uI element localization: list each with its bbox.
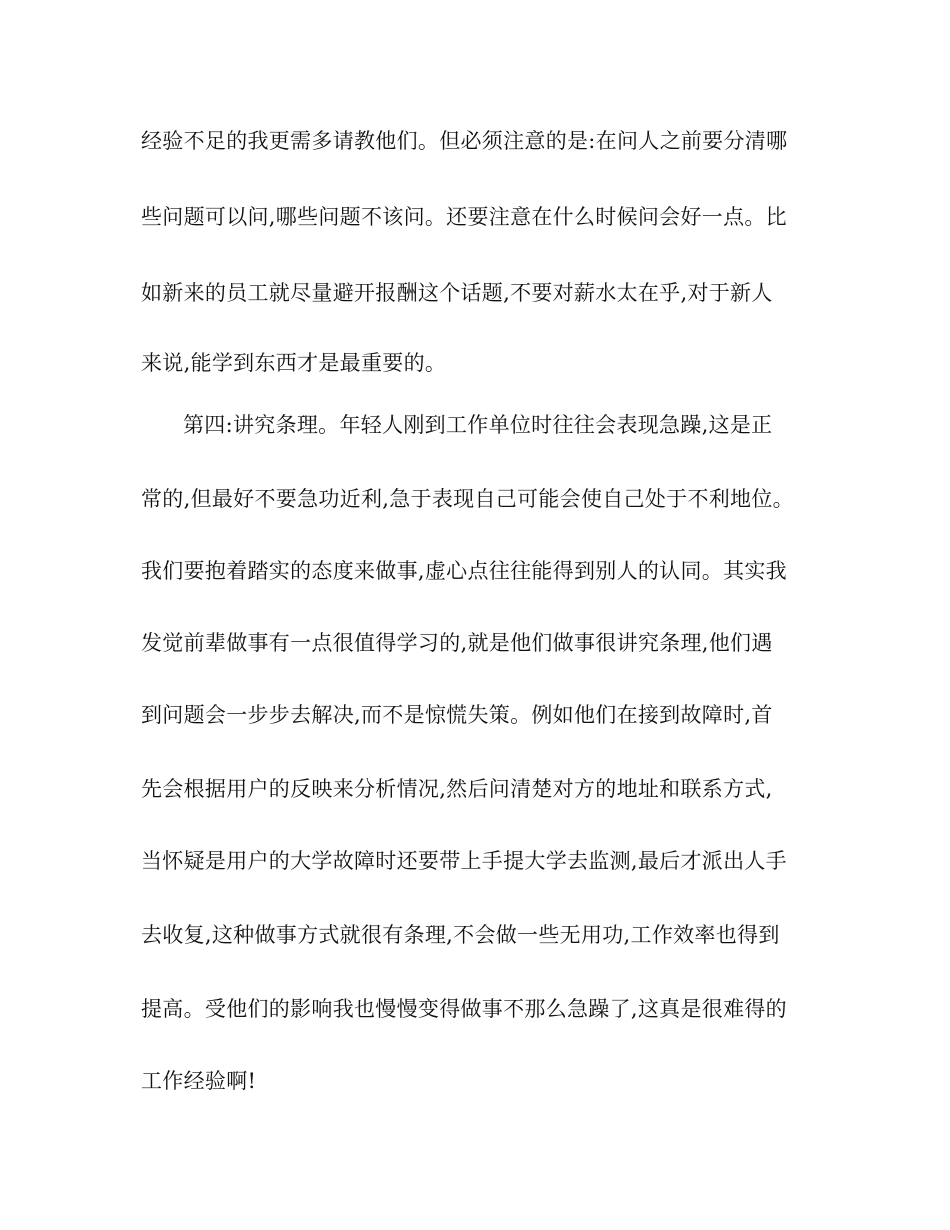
text-line: 提高。受他们的影响我也慢慢变得做事不那么急躁了,这真是很难得的: [141, 997, 787, 1021]
text-line: 先会根据用户的反映来分析情况,然后问清楚对方的地址和联系方式,: [141, 777, 773, 801]
text-line: 当怀疑是用户的大学故障时还要带上手提大学去监测,最后才派出人手: [141, 849, 787, 873]
text-line: 经验不足的我更需多请教他们。但必须注意的是:在问人之前要分清哪: [141, 129, 788, 153]
text-line: 我们要抱着踏实的态度来做事,虚心点往往能得到别人的认同。其实我: [141, 559, 787, 583]
text-line: 工作经验啊!: [141, 1069, 257, 1093]
text-line: 来说,能学到东西才是最重要的。: [141, 351, 447, 375]
text-line: 些问题可以问,哪些问题不该问。还要注意在什么时候问会好一点。比: [141, 205, 787, 229]
text-line: 发觉前辈做事有一点很值得学习的,就是他们做事很讲究条理,他们遇: [141, 631, 773, 655]
paragraph-first-line: 第四:讲究条理。年轻人刚到工作单位时往往会表现急躁,这是正: [183, 413, 773, 437]
text-line: 如新来的员工就尽量避开报酬这个话题,不要对薪水太在乎,对于新人: [141, 281, 773, 305]
text-line: 去收复,这种做事方式就很有条理,不会做一些无用功,工作效率也得到: [141, 923, 780, 947]
text-line: 到问题会一步步去解决,而不是惊慌失策。例如他们在接到故障时,首: [141, 703, 773, 727]
text-line: 常的,但最好不要急功近利,急于表现自己可能会使自己处于不利地位。: [141, 487, 794, 511]
